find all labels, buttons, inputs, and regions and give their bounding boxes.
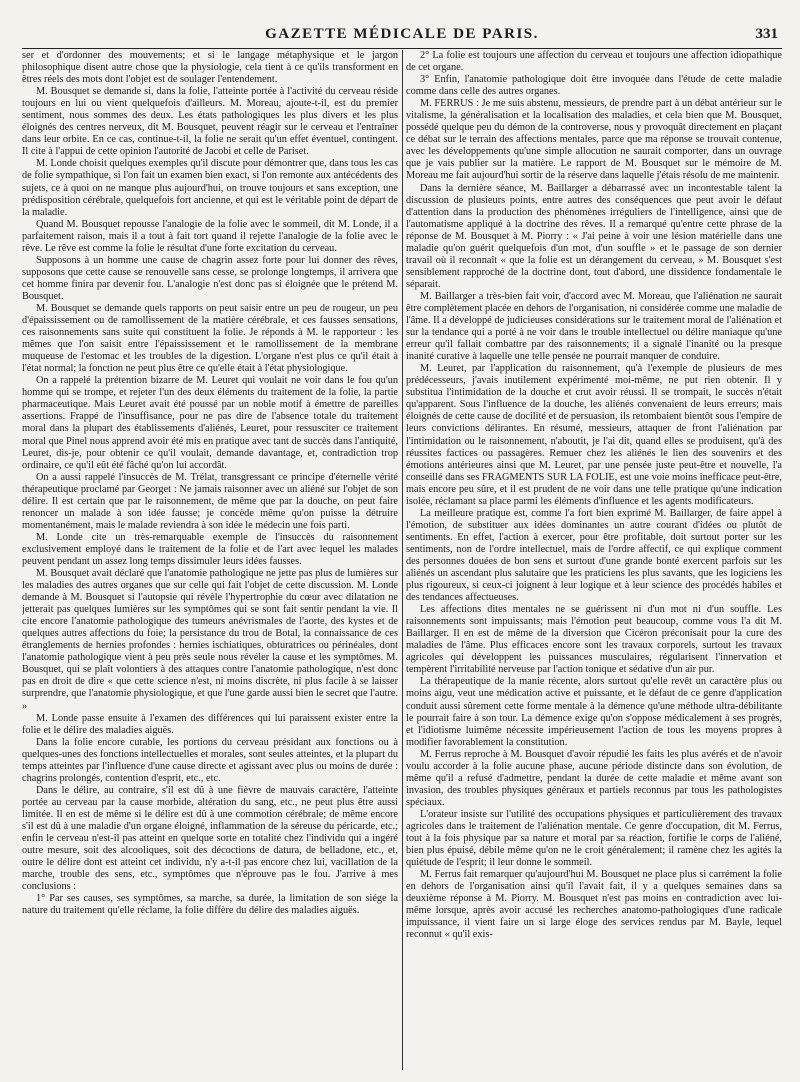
paragraph: 2° La folie est toujours une affection du cerveau et toujours une affection idiopathique de cet organe.	[406, 50, 782, 74]
paragraph: M. Ferrus fait remarquer qu'aujourd'hui M. Bousquet ne place plus si carrément la folie en dehors de l'organisation ainsi qu'il l'avait fait, il y a quelques semaines dans sa deuxième réponse à M. Piorry. M. Bousquet n'est pas moins en contradiction avec lui-même lorsque, après avoir accusé les recherches anatomo-pathologiques d'une radicale impuissance, il vient faire un si large éloge des services rendus par M. Bayle, lequel reconnut « qu'il exis-	[406, 869, 782, 941]
paragraph: M. Bousquet se demande si, dans la folie, l'atteinte portée à l'activité du cerveau réside toujours en lui ou vient quelquefois d'ailleurs. M. Moreau, ajoute-t-il, est du premier sentiment, nous sommes des deux. Les états pathologiques les plus divers et les plus éloignés des centres nerveux, dit M. Bousquet, peuvent réagir sur le cerveau et l'entraîner dans leur orbite. En ce cas, continue-t-il, la folie ne serait qu'un effet éventuel, contingent. Il cite à l'appui de cette opinion l'autorité de Jacobi et celle de Pariset.	[22, 86, 398, 158]
paragraph: M. Londe cite un très-remarquable exemple de l'insuccès du raisonnement exclusivement employé dans le traitement de la folie et de l'art avec lequel les malades peuvent pendant un assez long temps dissimuler leurs idées fausses.	[22, 531, 398, 567]
page-header	[22, 12, 782, 49]
paragraph: La meilleure pratique est, comme l'a fort bien exprimé M. Baillarger, de faire appel à l'émotion, de substituer aux idées dominantes un autre courant d'idées ou plutôt de sentiments. En effet, l'action à exercer, pour être profitable, doit surtout porter sur les sentiments, non de l'ordre intellectuel, mais de l'ordre affectif, ce qui explique comment des personnes douées de bon sens et surtout d'une grande bonté exercent parfois sur les aliénés un ascendant plus salutaire que les praticiens les plus savants, que les logiciens les plus rigoureux, si ceux-ci joignent à leur logique et à leur science des procédés habiles et des tendances affectueuses.	[406, 507, 782, 604]
paragraph: M. Bousquet se demande quels rapports on peut saisir entre un peu de rougeur, un peu d'épaississement ou de ramollissement de la matière cérébrale, et ces fausses sensations, ces raisonnements sans suite qui constituent la folie. Je réponds à M. le rapporteur : les mêmes que l'on saisit entre l'épaississement et le ramollissement de la membrane muqueuse de l'estomac et les troubles de la digestion. L'organe n'est plus ce qu'il était à l'état normal; la fonction ne peut plus être ce qu'elle était à l'état physiologique.	[22, 302, 398, 375]
left-column	[22, 50, 398, 1078]
paragraph: 1° Par ses causes, ses symptômes, sa marche, sa durée, la limitation de son siége la nature du traitement qu'elle réclame, la folie diffère du délire des maladies aiguës.	[22, 893, 398, 917]
paragraph: L'orateur insiste sur l'utilité des occupations physiques et particulièrement des travaux agricoles dans le traitement de l'aliénation mentale. Ce genre d'occupation, dit M. Ferrus, tout à la fois physique par sa nature et moral par sa réaction, fortifie le corps de l'aliéné, bien plus épuisé, débile même qu'on ne le croit généralement; il ramène chez les agités la quiétude de l'esprit; il leur donne le sommeil.	[406, 808, 782, 869]
paragraph: M. Londe choisit quelques exemples qu'il discute pour démontrer que, dans tous les cas de folie sympathique, si l'on fait un examen bien exact, si l'on remonte aux antécédents des sujets, ce à quoi on ne manque plus aujourd'hui, on trouve toujours et sans exception, une prédisposition cérébrale, quelquefois fort ancienne, et qui est le véritable point de départ de la maladie.	[22, 158, 398, 218]
paragraph: ser et d'ordonner des mouvements; et si le langage métaphysique et le jargon philosophique disent autre chose que la physiologie, cela tient à ce qu'ils transforment en êtres réels des mots dont l'objet est de soulager l'entendement.	[22, 50, 398, 86]
paragraph: M. Londe passe ensuite à l'examen des différences qui lui paraissent exister entre la folie et le délire des maladies aiguës.	[22, 712, 398, 736]
paragraph: Quand M. Bousquet repousse l'analogie de la folie avec le sommeil, dit M. Londe, il a parfaitement raison, mais il a tout à fait tort quand il rejette l'analogie de la folie avec le rêve. Le rêve est comme la folie le résultat d'une forte excitation du cerveau.	[22, 218, 398, 254]
paragraph: Les affections dites mentales ne se guérissent ni d'un mot ni d'un souffle. Les raisonnements sont impuissants; mais l'émotion peut beaucoup, comme vous l'a dit M. Baillarger. Il en est de même de la diversion que Cicéron préconisait pour la cure des maladies de l'âme. Plus efficaces encore sont les travaux corporels, surtout les travaux agricoles qui développent les puissances musculaires, régularisent l'innervation et tempèrent l'irritabilité nerveuse par l'action tonique et sédative d'un air pur.	[406, 604, 782, 676]
right-column	[406, 50, 782, 1078]
paragraph: Dans la folie encore curable, les portions du cerveau présidant aux fonctions ou à quelques-unes des fonctions intellectuelles et morales, sont seules atteintes, et la plupart du temps atteintes par l'influence d'une cause directe et agissant avec plus ou moins de durée : chagrins prolongés, contention d'esprit, etc., etc.	[22, 736, 398, 784]
paragraph: M. Ferrus reproche à M. Bousquet d'avoir répudié les faits les plus avérés et de n'avoir voulu accorder à la folie aucune phase, aucune période distincte dans son évolution, de même qu'il a refusé d'admettre, pendant la durée de cette maladie et même avant son invasion, des troubles physiques généraux et partiels reconnus par tous les pathologistes spéciaux.	[406, 748, 782, 808]
paragraph: Dans la dernière séance, M. Baillarger a débarrassé avec un incontestable talent la discussion de plusieurs points, entre autres des conséquences que peut avoir le défaut d'attention dans la production des phénomènes irréguliers de l'intelligence, ainsi que de l'automatisme appliqué à la doctrine des rêves. Il a remarqué qu'entre cette phrase de la réponse de M. Bousquet à M. Piorry : « J'ai peine à voir une lésion matérielle dans une maladie qu'on guérit quelquefois d'un mot, d'un souffle » et le passage de son dernier travail où il reconnaît « que la folie est un dérangement du cerveau, » M. Bousquet s'est sensiblement rapproché de la doctrine dont, tout d'abord, une dissidence fondamentale le séparait.	[406, 182, 782, 290]
journal-title: GAZETTE MÉDICALE DE PARIS.	[265, 26, 539, 42]
paragraph: 3° Enfin, l'anatomie pathologique doit être invoquée dans l'étude de cette maladie comme dans celle des autres organes.	[406, 74, 782, 98]
page-number: 331	[755, 26, 778, 42]
paragraph: Dans le délire, au contraire, s'il est dû à une fièvre de mauvais caractère, l'atteinte portée au cerveau par la cause morbide, altération du sang, etc., ne peut plus être aussi limitée. Il en est de même si le délire est dû à une commotion cérébrale; de même encore s'il est dû à une maladie d'un organe éloigné, inflammation de la séreuse du péricarde, etc.; enfin le cerveau n'est-il pas atteint en quelque sorte en totalité chez l'individu qui a ingéré outre mesure, soit des alcooliques, soit des décoctions de datura, de belladone, etc., et, outre le délire dont est atteint cet individu, n'y a-t-il pas encore chez lui, vacillation de la marche, trouble des sens, etc., symptômes que n'éprouve pas le fou. J'arrive à mes conclusions :	[22, 784, 398, 893]
paragraph: M. Leuret, par l'application du raisonnement, qu'à l'exemple de plusieurs de mes prédécesseurs, j'avais inutilement expérimenté moi-même, ne put rien obtenir. Il y substitua l'intimidation de la douche et crut avoir réussi. Il se trompait, le succès n'était qu'apparent. Sous l'influence de la douche, les aliénés convenaient de leurs erreurs; mais éloignés de cette cause de docilité et de persuasion, ils retombaient bientôt sous l'empire de leurs convictions délirantes. En résumé, messieurs, attaquer de front l'aliénation par l'intimidation ou le raisonnement, n'aboutit, je l'ai dit, quand elles se produisent, qu'à des réussites factices ou passagères. Remuer chez les aliénés le lien des souvenirs et des émotions antérieures ainsi que M. Leuret, par une pensée juste peut-être et nouvelle, l'a conseillé dans ses FRAGMENTS SUR LA FOLIE, est une voie moins inefficace peut-être, mais encore peu sûre, et il est prudent de ne voir dans une telle pratique qu'une indication isolée, réclamant sa place parmi les éléments d'influence et les agents modificateurs.	[406, 363, 782, 507]
paragraph: M. Baillarger a très-bien fait voir, d'accord avec M. Moreau, que l'aliénation ne saurait être complètement placée en dehors de l'organisation, ni considérée comme une maladie de l'âme. Il a développé de judicieuses considérations sur le traitement moral de l'aliénation et sur la tendance qui a porté à ne voir dans le trouble intellectuel ou délire maniaque qu'une erreur qu'il fallait combattre par des raisonnements; il a signalé l'inanité ou la presque inanité curative à laquelle une telle pensée ne pourrait manquer de conduire.	[406, 290, 782, 363]
column-divider	[402, 50, 403, 1070]
paragraph: La thérapeutique de la manie récente, alors surtout qu'elle revêt un caractère plus ou moins aigu, veut une médication active et puissante, et le défaut de ce genre d'application conduit aussi sûrement cette forme mentale à la démence qu'une méthode ultra-débilitante le pourrait faire à son tour. La démence exige qu'on s'oppose médicalement à ses progrès, et l'idiotisme luimême nécessite impérieusement l'action de tous les moyens propres à modifier favorablement la constitution.	[406, 676, 782, 748]
paragraph: Supposons à un homme une cause de chagrin assez forte pour lui donner des rêves, supposons que cette cause se renouvelle sans cesse, se prolonge longtemps, il arrivera que cet homme finira par devenir fou. L'analogie n'est donc pas si éloignée que le prétend M. Bousquet.	[22, 254, 398, 302]
paragraph: On a rappelé la prétention bizarre de M. Leuret qui voulait ne voir dans le fou qu'un homme qui se trompe, et rejeter l'un des deux éléments du traitement de la folie, la partie pharmaceutique. Mais Leuret avait été poussé par un noble motif à émettre de pareilles assertions. Frappé de l'insuffisance, pour ne pas dire de l'absence totale du traitement moral dans la plupart des établissements d'aliénés, Leuret, pour ressusciter ce traitement moral que Pinel nous apprend avoir été mis en pratique avec tant de succès dans l'antiquité, Leuret, dis-je, pour obtenir ce qu'il voulait, demande davantage, et, contradiction trop ordinaire, ce qu'il eût été fâché qu'on lui accordât.	[22, 375, 398, 471]
paragraph: M. Bousquet avait déclaré que l'anatomie pathologique ne jette pas plus de lumières sur les maladies des autres organes que sur celle qui fait l'objet de cette discussion. M. Londe demande à M. Bousquet si l'autopsie qui révèle l'hypertrophie du cœur avec dilatation ne jetterait pas quelques lumières sur les symptômes qui se sont fait sentir pendant la vie. Il cite encore l'anatomie pathologique des tumeurs anévrismales de l'aorte, des kystes et de quelques autres affections du foie; la persistance du trou de Botal, la connaissance de ces étranglements de hernies profondes : hernies ischiatiques, obturatrices ou périnéales, dont l'anatomie pathologique vient à peu près seule nous révéler la cause et les symptômes. M. Bousquet, qui se plaît volontiers à des attaques contre l'anatomie pathologique, n'est donc pas en droit de dire « que cette science n'est, ni moins discrète, ni plus facile à se laisser surprendre, que l'anatomie physiologique, et que l'une garde aussi bien le secret que l'autre. »	[22, 568, 398, 712]
paragraph: On a aussi rappelé l'insuccès de M. Trélat, transgressant ce principe d'éternelle vérité thérapeutique proclamé par Georget : Ne jamais raisonner avec un aliéné sur l'objet de son délire. Il est certain que par le raisonnement, de même que par la douche, on peut faire renoncer un malade à son idée fausse; je concède même qu'on puisse la détruire momentanément, mais le malade reviendra à son idée le médecin une fois parti.	[22, 471, 398, 531]
paragraph: M. FERRUS : Je me suis abstenu, messieurs, de prendre part à un débat antérieur sur le vitalisme, la généralisation et la localisation des maladies, et cela bien que M. Bousquet, possédé quelque peu du démon de la controverse, nous y provoquât directement en plaçant ce débat sur le terrain des affections mentales, parce que ma réponse se trouvait contenue, avec les développements qu'une simple allocution ne saurait comporter, dans un ouvrage que je vais publier sur la matière. Le rapport de M. Bousquet sur le mémoire de M. Moreau me fait aujourd'hui sortir de la réserve dans laquelle j'étais résolu de me maintenir.	[406, 98, 782, 182]
